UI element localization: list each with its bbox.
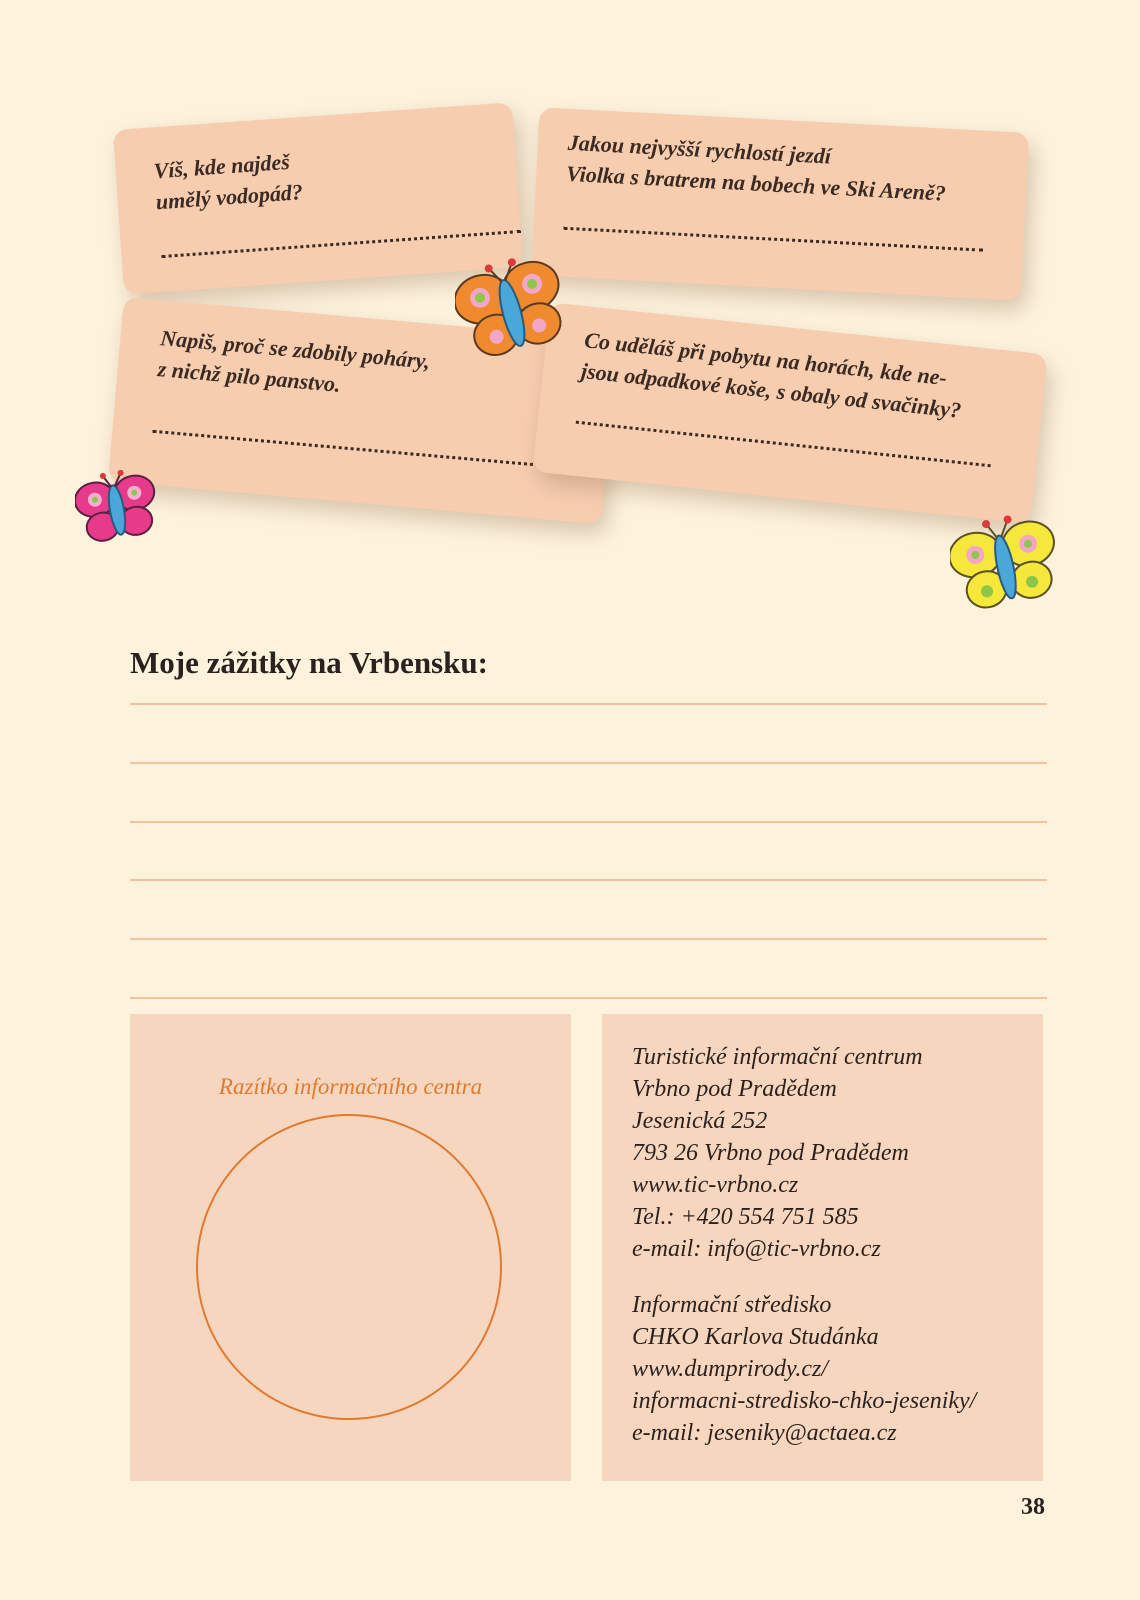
writing-line[interactable] bbox=[130, 879, 1047, 881]
email-link[interactable]: e-mail: info@tic-vrbno.cz bbox=[632, 1236, 881, 1262]
stamp-label: Razítko informačního centra bbox=[218, 1074, 483, 1099]
pink-butterfly-icon bbox=[75, 470, 160, 550]
answer-line[interactable] bbox=[563, 227, 983, 252]
page-number: 38 bbox=[1021, 1494, 1045, 1520]
stamp-box bbox=[130, 1014, 571, 1481]
question-text: Víš, kde najdeš umělý vodopád? bbox=[152, 148, 304, 215]
orange-butterfly-icon bbox=[455, 258, 570, 368]
question-text: Co uděláš při pobytu na horách, kde ne- jsou odpadkové koše, s obaly od svačinky? bbox=[579, 327, 963, 423]
answer-line[interactable] bbox=[162, 230, 521, 258]
writing-line[interactable] bbox=[130, 821, 1047, 823]
contact-line: 793 26 Vrbno pod Pradědem bbox=[632, 1140, 909, 1166]
question-card-4 bbox=[532, 302, 1047, 523]
experiences-heading: Moje zážitky na Vrbensku: bbox=[130, 645, 488, 680]
contact-line: Jesenická 252 bbox=[632, 1108, 768, 1134]
answer-line[interactable] bbox=[576, 421, 991, 468]
contact-line: CHKO Karlova Studánka bbox=[632, 1324, 879, 1350]
writing-line[interactable] bbox=[130, 703, 1047, 705]
answer-line[interactable] bbox=[152, 430, 571, 470]
yellow-butterfly-icon bbox=[950, 515, 1060, 615]
contact-line: Informační středisko bbox=[632, 1292, 832, 1318]
website-link[interactable]: www.dumprirody.cz/ bbox=[632, 1356, 829, 1382]
writing-line[interactable] bbox=[130, 938, 1047, 940]
contact-line: Vrbno pod Pradědem bbox=[632, 1076, 837, 1102]
website-link[interactable]: informacni-stredisko-chko-jeseniky/ bbox=[632, 1388, 977, 1414]
question-text: Napiš, proč se zdobily poháry, z nichž pilo panstvo. bbox=[156, 325, 432, 397]
question-text: Jakou nejvyšší rychlostí jezdí Violka s bratrem na bobech ve Ski Areně? bbox=[565, 129, 947, 206]
phone-number: Tel.: +420 554 751 585 bbox=[632, 1204, 859, 1230]
contact-info-box bbox=[602, 1014, 1043, 1481]
writing-line[interactable] bbox=[130, 762, 1047, 764]
website-link[interactable]: www.tic-vrbno.cz bbox=[632, 1172, 799, 1198]
stamp-circle bbox=[196, 1114, 502, 1420]
email-link[interactable]: e-mail: jeseniky@actaea.cz bbox=[632, 1420, 897, 1446]
writing-line[interactable] bbox=[130, 997, 1047, 999]
question-card-2 bbox=[531, 107, 1029, 300]
contact-line: Turistické informační centrum bbox=[632, 1044, 923, 1070]
